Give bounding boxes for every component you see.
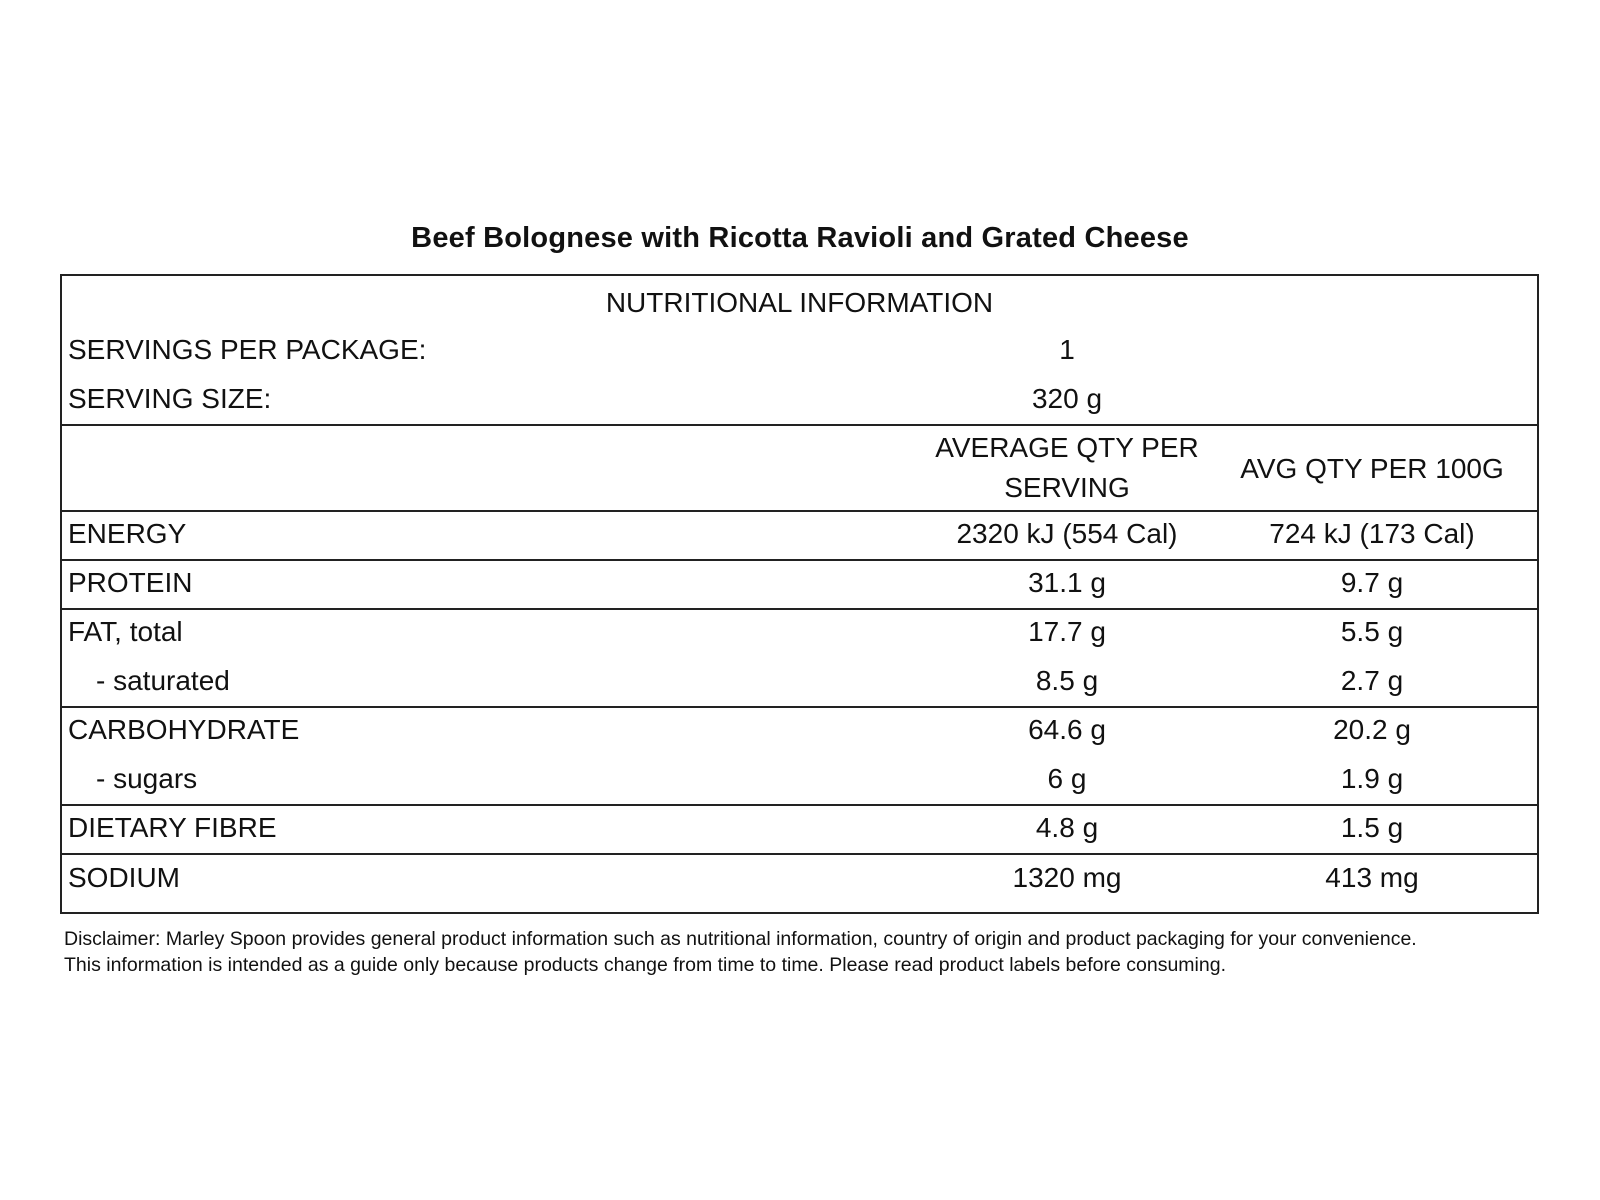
column-header-per-serving: AVERAGE QTY PER SERVING [935,432,1199,503]
energy-per-100g: 724 kJ (173 Cal) [1269,518,1475,549]
divider [62,559,1537,561]
sugars-per-100g: 1.9 g [1340,763,1404,794]
divider [62,424,1537,426]
protein-per-serving: 31.1 g [1028,567,1106,598]
sodium-per-100g: 413 mg [1325,862,1419,893]
dietary-fibre-per-100g: 1.5 g [1340,812,1404,843]
disclaimer [64,926,1564,978]
divider [62,804,1537,806]
carbohydrate-per-100g: 20.2 g [1333,714,1411,745]
row-label-sugars: - sugars [96,763,198,794]
saturated-per-100g: 2.7 g [1340,665,1404,696]
disclaimer-line-1: Disclaimer: Marley Spoon provides general product information such as nutritional information, country of origin and product packaging for your convenience. [64,928,1417,950]
saturated-per-serving: 8.5 g [1035,665,1099,696]
dietary-fibre-per-serving: 4.8 g [1035,812,1099,843]
column-header-per-100g: AVG QTY PER 100G [1240,453,1504,484]
servings-per-package-label: SERVINGS PER PACKAGE: [68,334,427,365]
fat-total-per-100g: 5.5 g [1340,616,1404,647]
sugars-per-serving: 6 g [1047,763,1087,794]
row-label-fat-total: FAT, total [68,616,183,647]
sodium-per-serving: 1320 mg [1012,862,1122,893]
row-label-sodium: SODIUM [68,862,180,893]
serving-size-label: SERVING SIZE: [68,383,272,414]
divider [62,510,1537,512]
fat-total-per-serving: 17.7 g [1028,616,1106,647]
carbohydrate-per-serving: 64.6 g [1028,714,1106,745]
divider [62,706,1537,708]
disclaimer-line-2: This information is intended as a guide only because products change from time to time. Please read product labels before consuming. [64,954,1226,976]
divider [62,853,1537,855]
serving-size-value: 320 g [1031,383,1103,414]
row-label-saturated: - saturated [96,665,230,696]
nutrition-panel [60,274,1539,914]
protein-per-100g: 9.7 g [1340,567,1404,598]
energy-per-serving: 2320 kJ (554 Cal) [956,518,1178,549]
product-title: Beef Bolognese with Ricotta Ravioli and Grated Cheese [411,222,1189,254]
row-label-energy: ENERGY [68,518,187,549]
row-label-carbohydrate: CARBOHYDRATE [68,714,300,745]
panel-heading: NUTRITIONAL INFORMATION [605,287,994,318]
servings-per-package-value: 1 [1059,334,1075,365]
divider [62,608,1537,610]
row-label-dietary-fibre: DIETARY FIBRE [68,812,277,843]
row-label-protein: PROTEIN [68,567,193,598]
